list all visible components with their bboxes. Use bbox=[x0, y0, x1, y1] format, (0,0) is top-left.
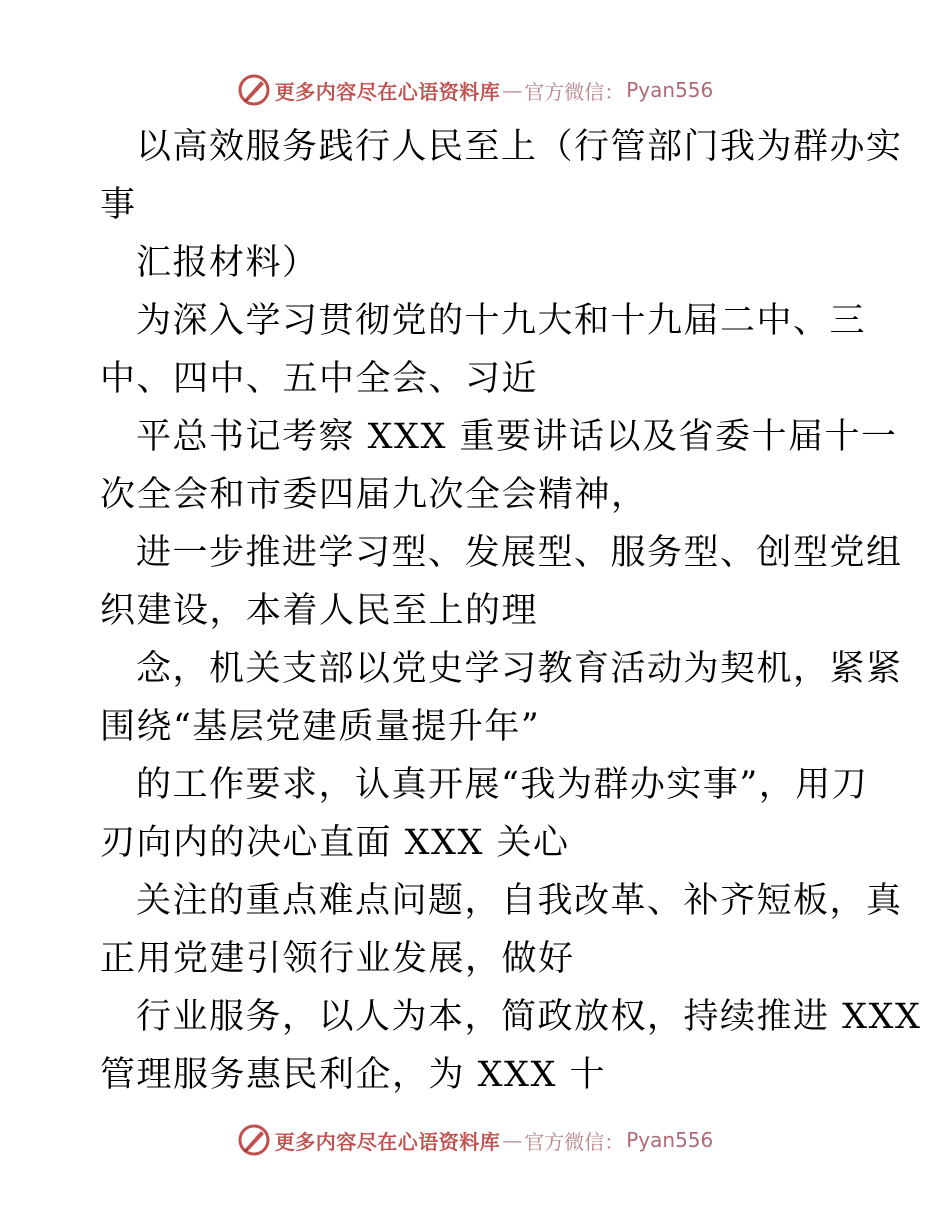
paragraph-line: 围绕“基层党建质量提升年” bbox=[100, 707, 541, 747]
quill-pen-logo-icon bbox=[237, 73, 271, 107]
header-wechat-label: 官方微信： bbox=[524, 79, 625, 104]
header-promo-text: 更多内容尽在心语资料库 bbox=[274, 79, 501, 104]
paragraph-line: 为深入学习贯彻党的十九大和十九届二中、三 bbox=[136, 301, 867, 341]
document-body bbox=[100, 118, 922, 1104]
quill-pen-logo-icon bbox=[237, 1123, 271, 1157]
paragraph-line: 的工作要求，认真开展“我为群办实事”，用刀 bbox=[136, 765, 869, 805]
paragraph-line: 平总书记考察 XXX 重要讲话以及省委十届十一 bbox=[136, 417, 898, 457]
header-banner bbox=[0, 70, 950, 110]
paragraph-line: 关注的重点难点问题，自我改革、补齐短板，真 bbox=[136, 881, 903, 921]
header-wechat-id: Pyan556 bbox=[626, 78, 714, 102]
paragraph-line: 中、四中、五中全会、习近 bbox=[100, 359, 539, 399]
paragraph-line: 行业服务，以人为本，简政放权，持续推进 XXX bbox=[136, 997, 922, 1037]
paragraph-line: 正用党建引领行业发展，做好 bbox=[100, 939, 575, 979]
paragraph-line: 次全会和市委四届九次全会精神， bbox=[100, 475, 648, 515]
paragraph-line: 念，机关支部以党史学习教育活动为契机，紧紧 bbox=[136, 649, 903, 689]
paragraph-line: 管理服务惠民利企，为 XXX 十 bbox=[100, 1055, 607, 1095]
title-line-3: 汇报材料） bbox=[136, 243, 319, 283]
footer-banner bbox=[0, 1120, 950, 1160]
header-separator: — bbox=[502, 78, 523, 102]
footer-wechat-id: Pyan556 bbox=[626, 1128, 714, 1152]
paragraph-line: 刃向内的决心直面 XXX 关心 bbox=[100, 823, 570, 863]
title-line-2: 事 bbox=[100, 185, 137, 225]
title-line-1: 以高效服务践行人民至上（行管部门我为群办实 bbox=[136, 127, 903, 167]
footer-wechat-label: 官方微信： bbox=[524, 1129, 625, 1154]
paragraph-line: 织建设，本着人民至上的理 bbox=[100, 591, 539, 631]
footer-promo-text: 更多内容尽在心语资料库 bbox=[274, 1129, 501, 1154]
paragraph-line: 进一步推进学习型、发展型、服务型、创型党组 bbox=[136, 533, 903, 573]
footer-separator: — bbox=[502, 1128, 523, 1152]
